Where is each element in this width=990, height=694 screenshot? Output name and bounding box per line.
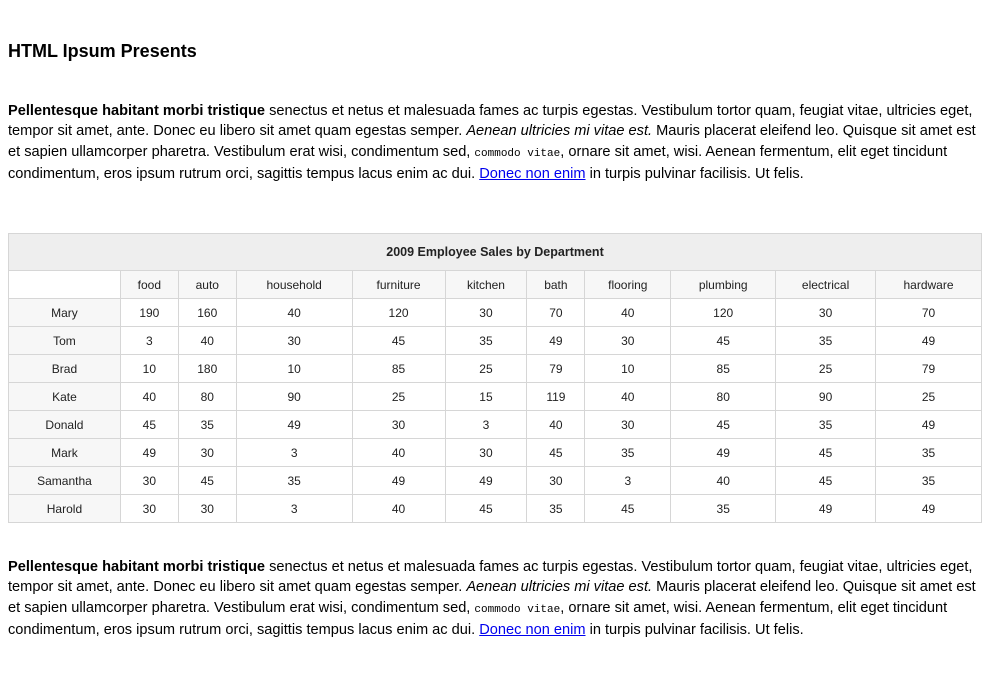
value-cell: 49 bbox=[236, 411, 352, 439]
page-title: HTML Ipsum Presents bbox=[8, 41, 197, 61]
value-cell: 49 bbox=[352, 467, 445, 495]
value-cell: 49 bbox=[671, 439, 776, 467]
value-cell: 85 bbox=[352, 355, 445, 383]
value-cell: 30 bbox=[527, 467, 585, 495]
value-cell: 119 bbox=[527, 383, 585, 411]
value-cell: 49 bbox=[876, 327, 982, 355]
value-cell: 45 bbox=[671, 411, 776, 439]
value-cell: 79 bbox=[527, 355, 585, 383]
value-cell: 25 bbox=[445, 355, 527, 383]
table-row bbox=[9, 495, 982, 523]
value-cell: 15 bbox=[445, 383, 527, 411]
value-cell: 30 bbox=[445, 299, 527, 327]
value-cell: 10 bbox=[236, 355, 352, 383]
value-cell: 40 bbox=[352, 495, 445, 523]
value-cell: 49 bbox=[876, 411, 982, 439]
table-title: 2009 Employee Sales by Department bbox=[9, 234, 982, 271]
column-header-furniture: furniture bbox=[352, 271, 445, 299]
row-name-cell: Tom bbox=[9, 327, 121, 355]
paragraph-text: , ornare sit amet, wisi. Aenean fermentum, elit eget tincidunt condimentum, eros ipsum rutrum orci, sagittis tempus lacus enim ac dui. bbox=[8, 599, 948, 639]
value-cell: 30 bbox=[352, 411, 445, 439]
column-header-bath: bath bbox=[527, 271, 585, 299]
donec-link[interactable]: Donec non enim bbox=[479, 622, 586, 639]
table-row bbox=[9, 439, 982, 467]
paragraph-italic: Aenean ultricies mi vitae est. bbox=[466, 579, 653, 596]
paragraph-bold-lead: Pellentesque habitant morbi tristique bbox=[8, 559, 266, 575]
value-cell: 45 bbox=[776, 439, 876, 467]
value-cell: 40 bbox=[585, 299, 671, 327]
value-cell: 35 bbox=[671, 495, 776, 523]
value-cell: 10 bbox=[120, 355, 178, 383]
value-cell: 49 bbox=[527, 327, 585, 355]
value-cell: 25 bbox=[776, 355, 876, 383]
value-cell: 70 bbox=[876, 299, 982, 327]
value-cell: 35 bbox=[876, 467, 982, 495]
value-cell: 3 bbox=[236, 495, 352, 523]
value-cell: 70 bbox=[527, 299, 585, 327]
value-cell: 40 bbox=[585, 383, 671, 411]
value-cell: 190 bbox=[120, 299, 178, 327]
table-row bbox=[9, 327, 982, 355]
row-name-cell: Samantha bbox=[9, 467, 121, 495]
table-row bbox=[9, 467, 982, 495]
value-cell: 35 bbox=[527, 495, 585, 523]
row-name-cell: Harold bbox=[9, 495, 121, 523]
value-cell: 45 bbox=[585, 495, 671, 523]
value-cell: 30 bbox=[445, 439, 527, 467]
value-cell: 35 bbox=[876, 439, 982, 467]
value-cell: 49 bbox=[876, 495, 982, 523]
value-cell: 10 bbox=[585, 355, 671, 383]
value-cell: 45 bbox=[120, 411, 178, 439]
value-cell: 45 bbox=[352, 327, 445, 355]
value-cell: 30 bbox=[178, 439, 236, 467]
value-cell: 40 bbox=[178, 327, 236, 355]
value-cell: 35 bbox=[236, 467, 352, 495]
value-cell: 25 bbox=[876, 383, 982, 411]
column-header-auto: auto bbox=[178, 271, 236, 299]
value-cell: 45 bbox=[527, 439, 585, 467]
value-cell: 3 bbox=[445, 411, 527, 439]
value-cell: 79 bbox=[876, 355, 982, 383]
value-cell: 40 bbox=[527, 411, 585, 439]
value-cell: 180 bbox=[178, 355, 236, 383]
value-cell: 30 bbox=[178, 495, 236, 523]
value-cell: 3 bbox=[236, 439, 352, 467]
column-header-hardware: hardware bbox=[876, 271, 982, 299]
paragraph-code: commodo vitae bbox=[474, 147, 561, 160]
table-row bbox=[9, 299, 982, 327]
value-cell: 30 bbox=[585, 327, 671, 355]
value-cell: 30 bbox=[236, 327, 352, 355]
paragraph-text: , ornare sit amet, wisi. Aenean fermentum, elit eget tincidunt condimentum, eros ipsum rutrum orci, sagittis tempus lacus enim ac dui. bbox=[8, 143, 948, 183]
row-name-cell: Mary bbox=[9, 299, 121, 327]
value-cell: 25 bbox=[352, 383, 445, 411]
value-cell: 35 bbox=[776, 411, 876, 439]
closing-paragraph bbox=[8, 557, 976, 641]
value-cell: 45 bbox=[445, 495, 527, 523]
paragraph-text: Mauris placerat eleifend leo. Quisque sit amet est et sapien ullamcorper pharetra. Vestibulum erat wisi, condimentum sed, bbox=[8, 123, 976, 160]
value-cell: 80 bbox=[671, 383, 776, 411]
value-cell: 40 bbox=[120, 383, 178, 411]
column-header-food: food bbox=[120, 271, 178, 299]
column-header-kitchen: kitchen bbox=[445, 271, 527, 299]
column-header-flooring: flooring bbox=[585, 271, 671, 299]
value-cell: 40 bbox=[236, 299, 352, 327]
value-cell: 30 bbox=[585, 411, 671, 439]
value-cell: 35 bbox=[585, 439, 671, 467]
value-cell: 49 bbox=[120, 439, 178, 467]
value-cell: 30 bbox=[776, 299, 876, 327]
value-cell: 120 bbox=[671, 299, 776, 327]
value-cell: 90 bbox=[236, 383, 352, 411]
paragraph-text: in turpis pulvinar facilisis. Ut felis. bbox=[585, 622, 804, 639]
value-cell: 90 bbox=[776, 383, 876, 411]
table-row bbox=[9, 383, 982, 411]
paragraph-text: senectus et netus et malesuada fames ac turpis egestas. Vestibulum tortor quam, feugiat vitae, ultricies eget, tempor sit amet, ante. Donec eu libero sit amet quam egestas semper. bbox=[8, 559, 973, 596]
table-body bbox=[9, 299, 982, 523]
column-header-electrical: electrical bbox=[776, 271, 876, 299]
value-cell: 45 bbox=[178, 467, 236, 495]
paragraph-text: Mauris placerat eleifend leo. Quisque sit amet est et sapien ullamcorper pharetra. Vestibulum erat wisi, condimentum sed, bbox=[8, 579, 976, 616]
column-header-plumbing: plumbing bbox=[671, 271, 776, 299]
value-cell: 160 bbox=[178, 299, 236, 327]
donec-link[interactable]: Donec non enim bbox=[479, 166, 586, 183]
value-cell: 120 bbox=[352, 299, 445, 327]
value-cell: 3 bbox=[585, 467, 671, 495]
table-header-row bbox=[9, 271, 982, 299]
paragraph-italic: Aenean ultricies mi vitae est. bbox=[466, 123, 653, 140]
table-row bbox=[9, 355, 982, 383]
paragraph-bold-lead: Pellentesque habitant morbi tristique bbox=[8, 103, 266, 119]
value-cell: 35 bbox=[776, 327, 876, 355]
row-name-cell: Donald bbox=[9, 411, 121, 439]
value-cell: 85 bbox=[671, 355, 776, 383]
value-cell: 45 bbox=[671, 327, 776, 355]
row-name-cell: Kate bbox=[9, 383, 121, 411]
intro-paragraph bbox=[8, 101, 976, 185]
sales-table bbox=[8, 233, 982, 523]
paragraph-text: in turpis pulvinar facilisis. Ut felis. bbox=[585, 166, 804, 183]
value-cell: 45 bbox=[776, 467, 876, 495]
value-cell: 40 bbox=[352, 439, 445, 467]
value-cell: 30 bbox=[120, 495, 178, 523]
table-row bbox=[9, 411, 982, 439]
paragraph-text: senectus et netus et malesuada fames ac turpis egestas. Vestibulum tortor quam, feugiat vitae, ultricies eget, tempor sit amet, ante. Donec eu libero sit amet quam egestas semper. bbox=[8, 103, 973, 140]
table-title-row bbox=[9, 234, 982, 271]
paragraph-code: commodo vitae bbox=[474, 603, 561, 616]
value-cell: 35 bbox=[178, 411, 236, 439]
value-cell: 49 bbox=[776, 495, 876, 523]
value-cell: 49 bbox=[445, 467, 527, 495]
column-header-household: household bbox=[236, 271, 352, 299]
table-corner-cell bbox=[9, 271, 121, 299]
value-cell: 40 bbox=[671, 467, 776, 495]
value-cell: 30 bbox=[120, 467, 178, 495]
value-cell: 3 bbox=[120, 327, 178, 355]
value-cell: 35 bbox=[445, 327, 527, 355]
row-name-cell: Brad bbox=[9, 355, 121, 383]
value-cell: 80 bbox=[178, 383, 236, 411]
row-name-cell: Mark bbox=[9, 439, 121, 467]
